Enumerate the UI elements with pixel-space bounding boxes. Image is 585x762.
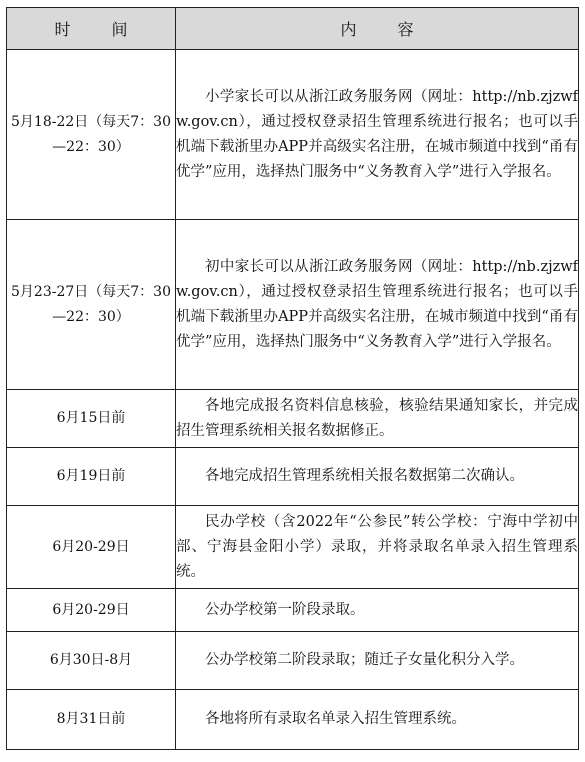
content-cell: 各地完成报名资料信息核验，核验结果通知家长，并完成招生管理系统相关报名数据修正。 [176,390,579,448]
content-cell: 民办学校（含2022年“公参民”转公学校：宁海中学初中部、宁海县金阳小学）录取，并将录取名单录入招生管理系统。 [176,506,579,589]
content-cell: 公办学校第二阶段录取；随迁子女量化积分入学。 [176,632,579,690]
header-content: 内 容 [176,8,579,50]
time-cell: 8月31日前 [7,690,176,750]
time-cell: 6月19日前 [7,448,176,506]
time-cell: 6月20-29日 [7,589,176,632]
content-cell: 初中家长可以从浙江政务服务网（网址：http://nb.zjzwfw.gov.cn），通过授权登录招生管理系统进行报名；也可以手机端下载浙里办APP并高级实名注册，在城市频道中找到“甬有优学”应用，选择热门服务中“义务教育入学”进行入学报名。 [176,220,579,390]
table-row [7,390,579,448]
content-cell: 各地将所有录取名单录入招生管理系统。 [176,690,579,750]
time-cell: 6月30日-8月 [7,632,176,690]
table-row [7,448,579,506]
table-row [7,589,579,632]
table-row [7,220,579,390]
time-cell: 5月23-27日（每天7：30—22：30） [7,220,176,390]
table-row [7,690,579,750]
header-row [7,8,579,50]
time-cell: 6月20-29日 [7,506,176,589]
time-cell: 5月18-22日（每天7：30—22：30） [7,50,176,220]
table-row [7,506,579,589]
time-cell: 6月15日前 [7,390,176,448]
content-cell: 小学家长可以从浙江政务服务网（网址：http://nb.zjzwfw.gov.cn），通过授权登录招生管理系统进行报名；也可以手机端下载浙里办APP并高级实名注册，在城市频道中找到“甬有优学”应用，选择热门服务中“义务教育入学”进行入学报名。 [176,50,579,220]
header-time: 时 间 [7,8,176,50]
table-row [7,50,579,220]
content-cell: 各地完成招生管理系统相关报名数据第二次确认。 [176,448,579,506]
enrollment-schedule-table [6,7,579,750]
table-row [7,632,579,690]
content-cell: 公办学校第一阶段录取。 [176,589,579,632]
